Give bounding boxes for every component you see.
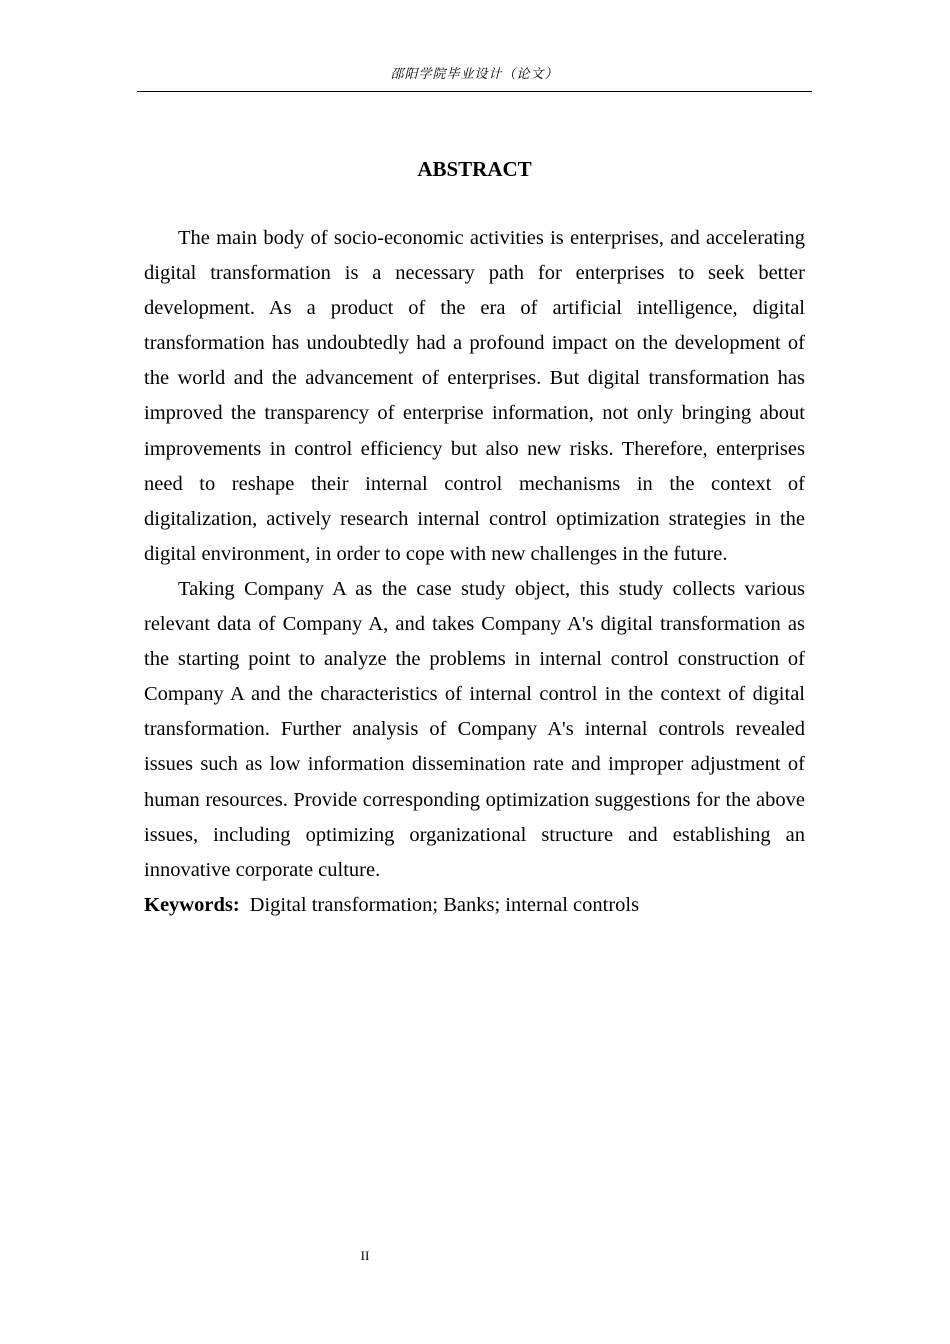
abstract-paragraph-2: Taking Company A as the case study object, this study collects various relevant data of Company A, and takes Company A's digital transformation as the starting point to analyze the problems in internal control construction of Company A and the characteristics of internal control in the context of digital transformation. Further analysis of Company A's internal controls revealed issues such as low information dissemination rate and improper adjustment of human resources. Provide corresponding optimization suggestions for the above issues, including optimizing organizational structure and establishing an innovative corporate culture. [144, 577, 805, 881]
keywords-label: Keywords: [144, 893, 240, 916]
abstract-paragraph-1: The main body of socio-economic activities is enterprises, and accelerating digital transformation is a necessary path for enterprises to seek better development. As a product of the era of artificial intelligence, digital transformation has undoubtedly had a profound impact on the development of the world and the advancement of enterprises. But digital transformation has improved the transparency of enterprise information, not only bringing about improvements in control efficiency but also new risks. Therefore, enterprises need to reshape their internal control mechanisms in the context of digitalization, actively research internal control optimization strategies in the digital environment, in order to cope with new challenges in the future. [144, 227, 805, 565]
abstract-body [144, 221, 805, 923]
page-header [137, 64, 812, 92]
header-title: 邵阳学院毕业设计（论文） [390, 67, 559, 82]
keywords-text: Digital transformation; Banks; internal controls [249, 893, 640, 916]
keywords-line [144, 888, 805, 923]
page-number: II [360, 1248, 370, 1263]
abstract-title: ABSTRACT [417, 157, 532, 181]
